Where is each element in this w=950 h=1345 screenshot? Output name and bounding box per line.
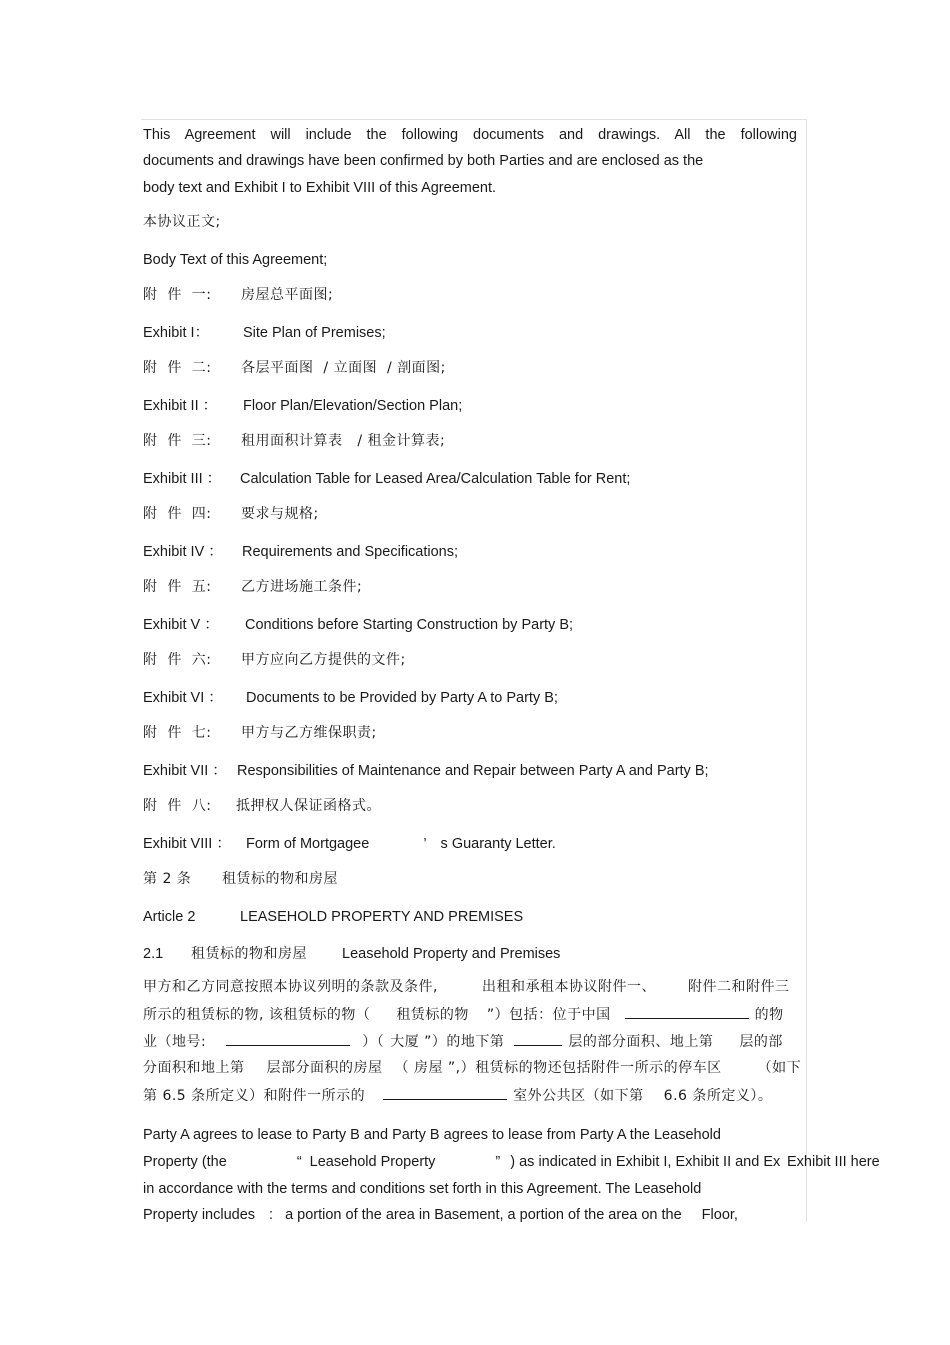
exhibit-7-en <box>143 762 709 780</box>
exhibit-7-cn-text: 甲方与乙方维保职责; <box>241 725 377 741</box>
body-text-en: Body Text of this Agreement; <box>143 252 328 268</box>
exhibit-3-en <box>143 470 630 488</box>
section-2-1-en-title: Leasehold Property and Premises <box>342 946 561 962</box>
exhibit-5-cn <box>143 578 362 596</box>
exhibit-8-cn-label: 附 件 八: <box>143 798 212 814</box>
en-para-line-3: in accordance with the terms and conditions set forth in this Agreement. The Leasehold <box>143 1181 702 1197</box>
exhibit-5-cn-label: 附 件 五: <box>143 579 212 595</box>
exhibit-8-en <box>143 835 556 853</box>
exhibit-4-cn <box>143 505 319 523</box>
section-2-1-heading <box>143 945 560 963</box>
cn-para-line-3: 业（地号: ）（ 大厦 ”）的地下第 层的部分面积、地上第 层的部 <box>143 1034 783 1050</box>
exhibit-7-cn-label: 附 件 七: <box>143 725 212 741</box>
exhibit-7-cn <box>143 724 377 742</box>
exhibit-8-en-label: Exhibit VIII ： <box>143 836 231 852</box>
page-frame <box>141 119 807 1222</box>
cn-para-line-5: 第 6.5 条所定义）和附件一所示的 室外公共区（如下第 6.6 条所定义）。 <box>143 1088 773 1104</box>
exhibit-3-cn-text: 租用面积计算表 / 租金计算表; <box>241 433 446 449</box>
exhibit-3-en-text: Calculation Table for Leased Area/Calculation Table for Rent; <box>240 471 631 487</box>
en-para-line-2-overflow: Exhibit III here <box>787 1154 880 1170</box>
article-2-cn <box>143 870 338 888</box>
exhibit-8-apostrophe: ’ <box>423 836 427 852</box>
exhibit-4-cn-text: 要求与规格; <box>241 506 319 522</box>
exhibit-5-cn-text: 乙方进场施工条件; <box>241 579 363 595</box>
article-2-en-title: LEASEHOLD PROPERTY AND PREMISES <box>240 909 524 925</box>
basement-floor-blank <box>514 1032 562 1046</box>
article-2-en-num: Article 2 <box>143 909 196 925</box>
exhibit-2-cn-text: 各层平面图 / 立面图 / 剖面图; <box>241 360 446 376</box>
cn-para-line-2: 所示的租赁标的物, 该租赁标的物（ 租赁标的物 ”）包括：位于中国 的物 <box>143 1007 784 1023</box>
exhibit-6-en <box>143 689 558 707</box>
exhibit-6-cn <box>143 651 406 669</box>
exhibit-4-en <box>143 543 458 561</box>
exhibit-1-cn-label: 附 件 一: <box>143 287 212 303</box>
en-para-line-1: Party A agrees to lease to Party B and Party B agrees to lease from Party A the Leasehold <box>143 1127 721 1143</box>
article-2-cn-num: 第 2 条 <box>143 871 192 887</box>
exhibit-8-en-text: Form of Mortgagee <box>246 836 370 852</box>
exhibit-1-cn <box>143 286 333 304</box>
exhibit-7-en-label: Exhibit VII ： <box>143 763 227 779</box>
exhibit-1-en-text: Site Plan of Premises; <box>243 325 386 341</box>
exhibit-3-cn <box>143 432 445 450</box>
exhibit-8-cn <box>143 797 381 815</box>
en-para-line-2: Property (the “ Leasehold Property ” ) as indicated in Exhibit I, Exhibit II and Ex <box>143 1154 781 1170</box>
exhibit-4-cn-label: 附 件 四: <box>143 506 212 522</box>
exhibit-6-cn-label: 附 件 六: <box>143 652 212 668</box>
exhibit-1-cn-text: 房屋总平面图; <box>241 287 334 303</box>
exhibit-4-en-text: Requirements and Specifications; <box>242 544 459 560</box>
exhibit-1-en <box>143 324 386 342</box>
en-para-line-4: Property includes : a portion of the area in Basement, a portion of the area on the Floor, <box>143 1207 738 1223</box>
exhibit-4-en-label: Exhibit IV ： <box>143 544 223 560</box>
exhibit-8-tail: s Guaranty Letter. <box>440 836 556 852</box>
article-2-cn-title: 租赁标的物和房屋 <box>222 871 338 887</box>
article-2-en <box>143 908 523 926</box>
exhibit-2-cn-label: 附 件 二: <box>143 360 212 376</box>
exhibit-6-en-text: Documents to be Provided by Party A to Party B; <box>246 690 558 706</box>
exhibit-2-en <box>143 397 462 415</box>
intro-line-3: body text and Exhibit I to Exhibit VIII of this Agreement. <box>143 180 497 196</box>
exhibit-8-cn-text: 抵押权人保证函格式。 <box>236 798 381 814</box>
exhibit-6-en-label: Exhibit VI ： <box>143 690 223 706</box>
section-2-1-cn-title: 租赁标的物和房屋 <box>191 946 307 962</box>
exhibit-2-en-text: Floor Plan/Elevation/Section Plan; <box>243 398 463 414</box>
exhibit-7-en-text: Responsibilities of Maintenance and Repair between Party A and Party B; <box>237 763 709 779</box>
outdoor-area-blank <box>383 1086 507 1100</box>
cn-para-line-4: 分面积和地上第 层部分面积的房屋 （ 房屋 ”,）租赁标的物还包括附件一所示的停车区 （如下 <box>143 1060 802 1076</box>
intro-line-1: This Agreement will include the following documents and drawings. All the following <box>143 127 797 143</box>
exhibit-6-cn-text: 甲方应向乙方提供的文件; <box>241 652 406 668</box>
exhibit-1-en-label: Exhibit I： <box>143 325 210 341</box>
intro-line-2: documents and drawings have been confirmed by both Parties and are enclosed as the <box>143 153 704 169</box>
exhibit-3-en-label: Exhibit III ： <box>143 471 222 487</box>
cn-para-line-1: 甲方和乙方同意按照本协议列明的条款及条件, 出租和承租本协议附件一、 附件二和附件三 <box>143 979 790 995</box>
exhibit-2-cn <box>143 359 446 377</box>
body-text-cn: 本协议正文; <box>143 214 221 230</box>
exhibit-5-en <box>143 616 573 634</box>
exhibit-3-cn-label: 附 件 三: <box>143 433 212 449</box>
lot-number-blank <box>226 1032 350 1046</box>
section-2-1-num: 2.1 <box>143 946 164 962</box>
exhibit-5-en-text: Conditions before Starting Construction by Party B; <box>245 617 574 633</box>
exhibit-2-en-label: Exhibit II ： <box>143 398 218 414</box>
exhibit-5-en-label: Exhibit V ： <box>143 617 219 633</box>
location-blank <box>625 1005 749 1019</box>
